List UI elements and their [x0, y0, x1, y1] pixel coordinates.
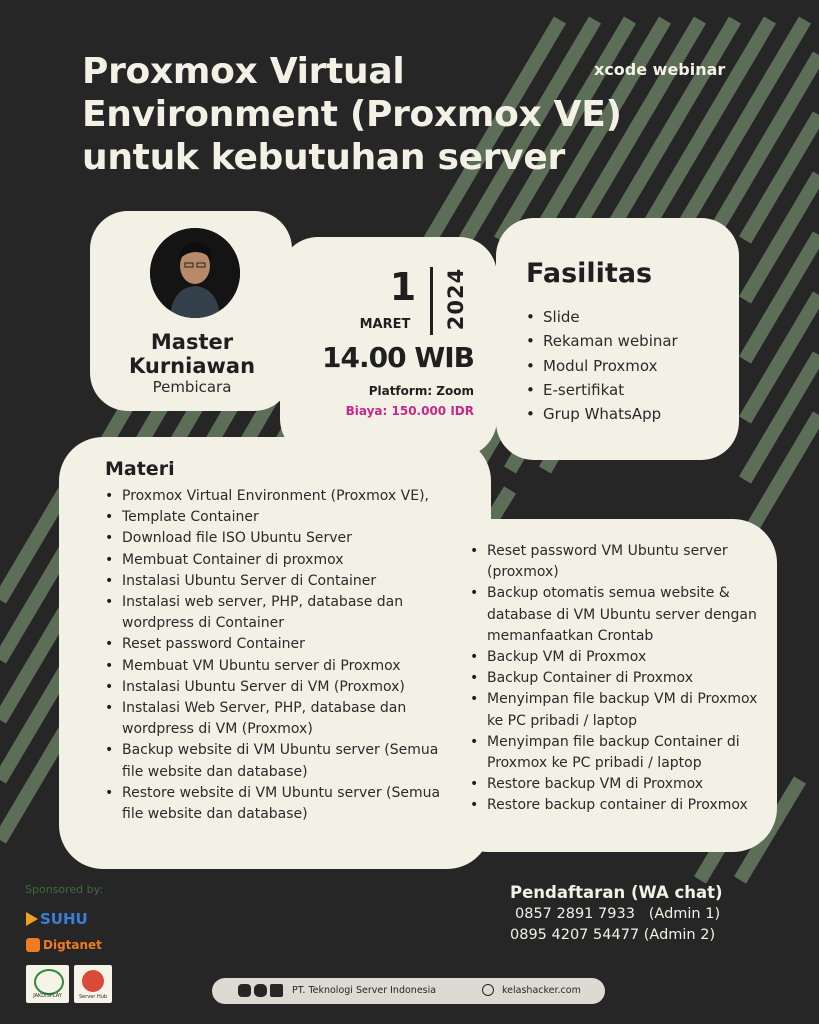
speaker-avatar — [150, 228, 240, 318]
registration-title: Pendaftaran (WA chat) — [510, 883, 723, 902]
youtube-icon[interactable] — [254, 984, 267, 997]
footer-bar — [212, 978, 605, 1004]
title-line-3: untuk kebutuhan server — [82, 137, 565, 178]
digtanet-logo: Digtanet — [26, 938, 102, 952]
list-item: • Instalasi Ubuntu Server di VM (Proxmox) — [105, 677, 445, 698]
list-item: • Slide — [526, 305, 678, 329]
registration-contact-2: 0895 4207 54477 (Admin 2) — [510, 927, 716, 943]
digtanet-icon — [26, 938, 40, 952]
materials-title: Materi — [105, 458, 175, 480]
footer-website-link[interactable]: kelashacker.com — [502, 985, 581, 996]
list-item: • Instalasi Web Server, PHP, database dan wordpress di VM (Proxmox) — [105, 698, 445, 740]
list-item: • Restore backup container di Proxmox — [470, 795, 762, 816]
list-item: • Restore website di VM Ubuntu server (Semua file website dan database) — [105, 783, 445, 825]
list-item: • Backup otomatis semua website & database di VM Ubuntu server dengan memanfaatkan Crontab — [470, 583, 762, 647]
server-hub-logo: Server Hub — [74, 965, 112, 1003]
list-item: • Membuat Container di proxmox — [105, 550, 445, 571]
list-item: • Backup Container di Proxmox — [470, 668, 762, 689]
event-year: 2024 — [444, 267, 468, 331]
date-divider — [430, 267, 433, 335]
list-item: • Menyimpan file backup VM di Proxmox ke PC pribadi / laptop — [470, 689, 762, 731]
list-item: • E-sertifikat — [526, 378, 678, 402]
brand-label: xcode webinar — [594, 60, 726, 79]
speaker-name: Master Kurniawan — [128, 330, 256, 378]
footer-company: PT. Teknologi Server Indonesia — [292, 985, 437, 996]
list-item: • Restore backup VM di Proxmox — [470, 774, 762, 795]
event-month: MARET — [359, 317, 411, 332]
list-item: • Proxmox Virtual Environment (Proxmox VE), — [105, 486, 445, 507]
suhu-logo: SUHU — [26, 910, 88, 928]
materials-list-right — [470, 541, 762, 817]
list-item: • Modul Proxmox — [526, 354, 678, 378]
title-line-2: Environment (Proxmox VE) — [82, 94, 622, 135]
list-item: • Instalasi Ubuntu Server di Container — [105, 571, 445, 592]
list-item: • Membuat VM Ubuntu server di Proxmox — [105, 656, 445, 677]
list-item: • Rekaman webinar — [526, 329, 678, 353]
jakdisplay-logo: JAKDISPLAY — [26, 965, 69, 1003]
facilities-title: Fasilitas — [526, 258, 653, 289]
instagram-icon[interactable] — [238, 984, 251, 997]
poster-title — [82, 50, 642, 179]
list-item: • Download file ISO Ubuntu Server — [105, 528, 445, 549]
speaker-role: Pembicara — [152, 378, 232, 396]
list-item: • Instalasi web server, PHP, database dan wordpress di Container — [105, 592, 445, 634]
facilities-list — [526, 305, 678, 426]
list-item: • Template Container — [105, 507, 445, 528]
list-item: • Grup WhatsApp — [526, 402, 678, 426]
event-time: 14.00 WIB — [322, 341, 474, 374]
list-item: • Backup VM di Proxmox — [470, 647, 762, 668]
materials-list-left — [105, 486, 445, 825]
sponsored-label: Sponsored by: — [25, 883, 104, 896]
list-item: • Reset password VM Ubuntu server (proxmox) — [470, 541, 762, 583]
jakdisplay-emblem-icon — [34, 969, 64, 995]
title-line-1: Proxmox Virtual — [82, 51, 405, 92]
event-platform: Platform: Zoom — [368, 384, 474, 398]
event-day: 1 — [389, 265, 417, 309]
suhu-arrow-icon — [26, 912, 38, 926]
list-item: • Reset password Container — [105, 634, 445, 655]
server-hub-emblem-icon — [82, 970, 104, 992]
list-item: • Menyimpan file backup Container di Proxmox ke PC pribadi / laptop — [470, 732, 762, 774]
list-item: • Backup website di VM Ubuntu server (Semua file website dan database) — [105, 740, 445, 782]
event-price: Biaya: 150.000 IDR — [345, 404, 474, 418]
globe-icon — [482, 984, 494, 996]
linkedin-icon[interactable] — [270, 984, 283, 997]
registration-contact-1: 0857 2891 7933 (Admin 1) — [515, 906, 721, 922]
